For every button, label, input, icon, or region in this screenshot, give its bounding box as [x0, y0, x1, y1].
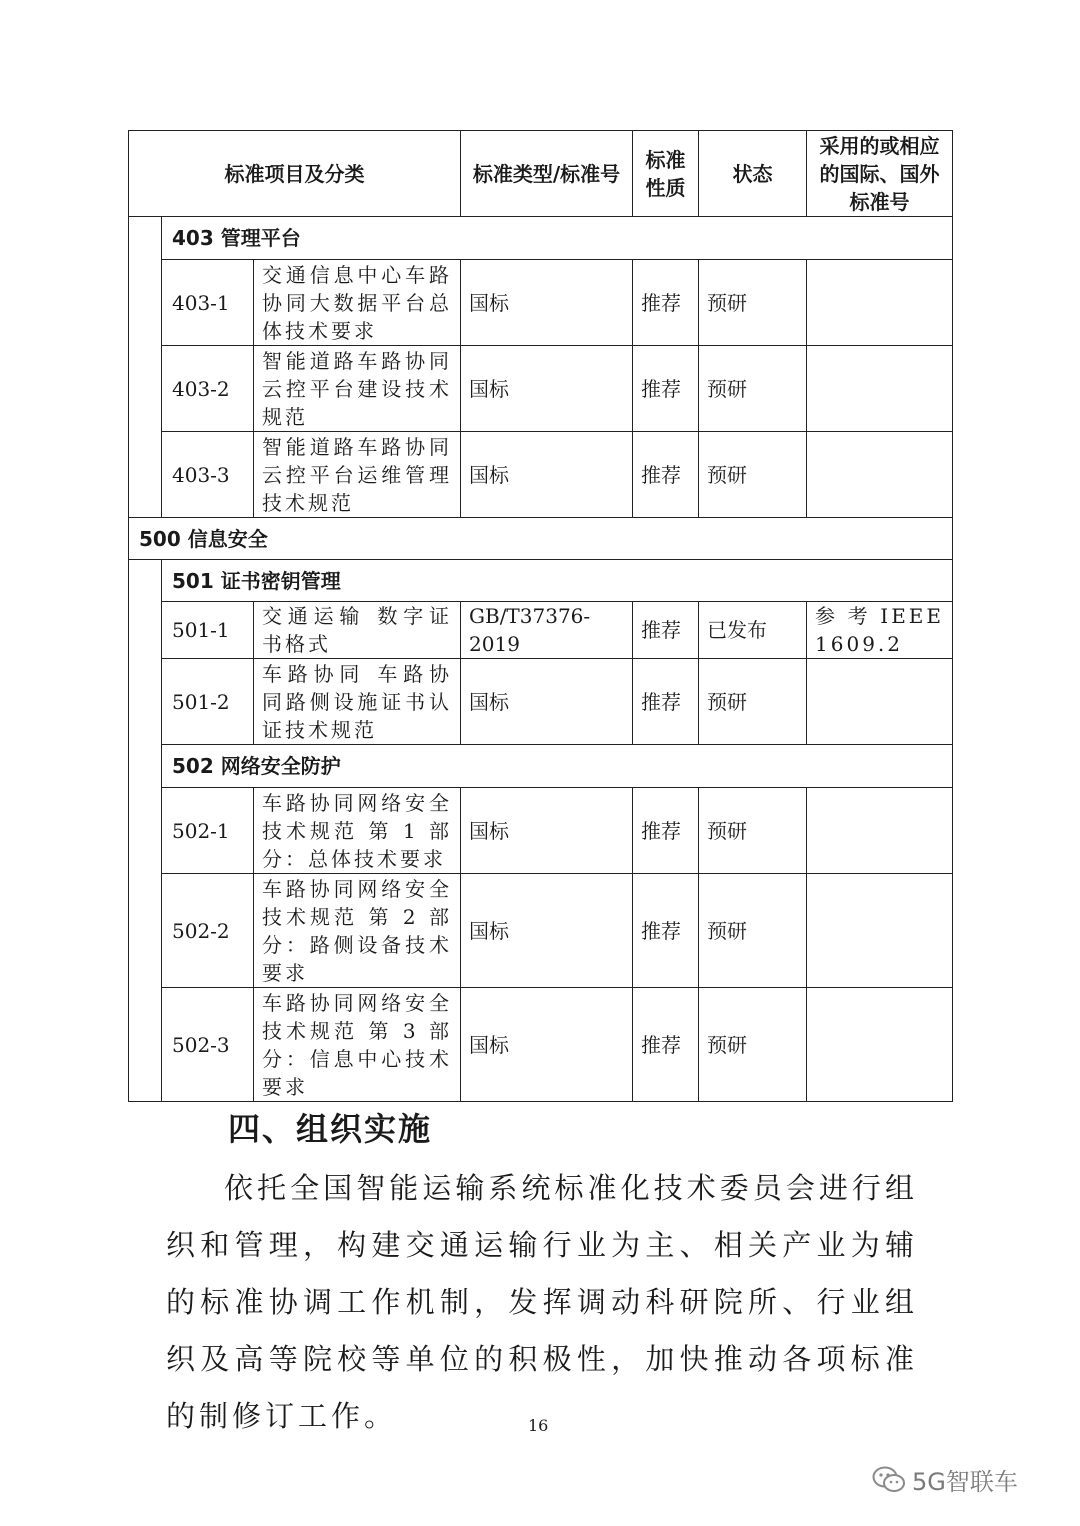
row-status: 已发布: [699, 602, 807, 659]
row-type: 国标: [461, 659, 633, 745]
row-status: 预研: [699, 874, 807, 988]
row-code: 501-1: [162, 602, 254, 659]
row-nature: 推荐: [633, 260, 699, 346]
row-name: 智能道路车路协同云控平台运维管理技术规范: [254, 432, 461, 518]
row-nature: 推荐: [633, 432, 699, 518]
page-number: 16: [528, 1416, 549, 1435]
section-row: [129, 217, 953, 260]
row-name: 车路协同网络安全技术规范 第 3 部分：信息中心技术要求: [254, 988, 461, 1102]
row-ref: [807, 988, 953, 1102]
table-row: [129, 874, 953, 988]
row-name: 交通运输 数字证书格式: [254, 602, 461, 659]
table-row: [129, 432, 953, 518]
indent-cell: [129, 560, 162, 1102]
section-row: [129, 560, 953, 602]
table-row: [129, 788, 953, 874]
row-ref: [807, 346, 953, 432]
row-name: 车路协同 车路协同路侧设施证书认证技术规范: [254, 659, 461, 745]
row-code: 502-2: [162, 874, 254, 988]
row-status: 预研: [699, 346, 807, 432]
table-row: [129, 260, 953, 346]
row-type: GB/T37376-2019: [461, 602, 633, 659]
row-type: 国标: [461, 874, 633, 988]
row-status: 预研: [699, 788, 807, 874]
row-nature: 推荐: [633, 659, 699, 745]
row-code: 502-3: [162, 988, 254, 1102]
row-ref: 参 考 IEEE 1609.2: [807, 602, 953, 659]
row-name: 智能道路车路协同云控平台建设技术规范: [254, 346, 461, 432]
table-row: [129, 988, 953, 1102]
section-label: 500 信息安全: [129, 518, 953, 560]
table-header-row: [129, 131, 953, 217]
row-type: 国标: [461, 260, 633, 346]
row-status: 预研: [699, 260, 807, 346]
section-row: [129, 518, 953, 560]
row-type: 国标: [461, 346, 633, 432]
header-type: 标准类型/标准号: [461, 131, 633, 217]
watermark: [872, 1462, 1018, 1497]
watermark-text: 5G智联车: [912, 1468, 1018, 1496]
table-row: [129, 602, 953, 659]
row-ref: [807, 874, 953, 988]
row-status: 预研: [699, 432, 807, 518]
row-name: 车路协同网络安全技术规范 第 2 部分：路侧设备技术要求: [254, 874, 461, 988]
row-type: 国标: [461, 788, 633, 874]
row-ref: [807, 260, 953, 346]
row-type: 国标: [461, 988, 633, 1102]
header-nature: 标准性质: [633, 131, 699, 217]
row-code: 403-3: [162, 432, 254, 518]
row-nature: 推荐: [633, 346, 699, 432]
row-code: 501-2: [162, 659, 254, 745]
wechat-icon: [872, 1466, 906, 1494]
header-item: 标准项目及分类: [129, 131, 461, 217]
table-row: [129, 659, 953, 745]
row-code: 403-2: [162, 346, 254, 432]
row-status: 预研: [699, 988, 807, 1102]
section-heading: 四、组织实施: [228, 1110, 433, 1148]
standards-table: [128, 130, 953, 1102]
section-row: [129, 745, 953, 788]
row-nature: 推荐: [633, 602, 699, 659]
row-nature: 推荐: [633, 874, 699, 988]
section-label: 501 证书密钥管理: [162, 560, 953, 602]
row-nature: 推荐: [633, 988, 699, 1102]
row-ref: [807, 659, 953, 745]
row-status: 预研: [699, 659, 807, 745]
section-label: 403 管理平台: [162, 217, 953, 260]
row-ref: [807, 432, 953, 518]
row-ref: [807, 788, 953, 874]
row-name: 交通信息中心车路协同大数据平台总体技术要求: [254, 260, 461, 346]
row-nature: 推荐: [633, 788, 699, 874]
table-row: [129, 346, 953, 432]
row-code: 502-1: [162, 788, 254, 874]
header-status: 状态: [699, 131, 807, 217]
section-label: 502 网络安全防护: [162, 745, 953, 788]
row-type: 国标: [461, 432, 633, 518]
body-paragraph: 依托全国智能运输系统标准化技术委员会进行组织和管理，构建交通运输行业为主、相关产业为辅的标准协调工作机制，发挥调动科研院所、行业组织及高等院校等单位的积极性，加快推动各项标准的制修订工作。: [166, 1171, 918, 1433]
indent-cell: [129, 217, 162, 518]
row-name: 车路协同网络安全技术规范 第 1 部分：总体技术要求: [254, 788, 461, 874]
header-ref: 采用的或相应的国际、国外标准号: [807, 131, 953, 217]
row-code: 403-1: [162, 260, 254, 346]
